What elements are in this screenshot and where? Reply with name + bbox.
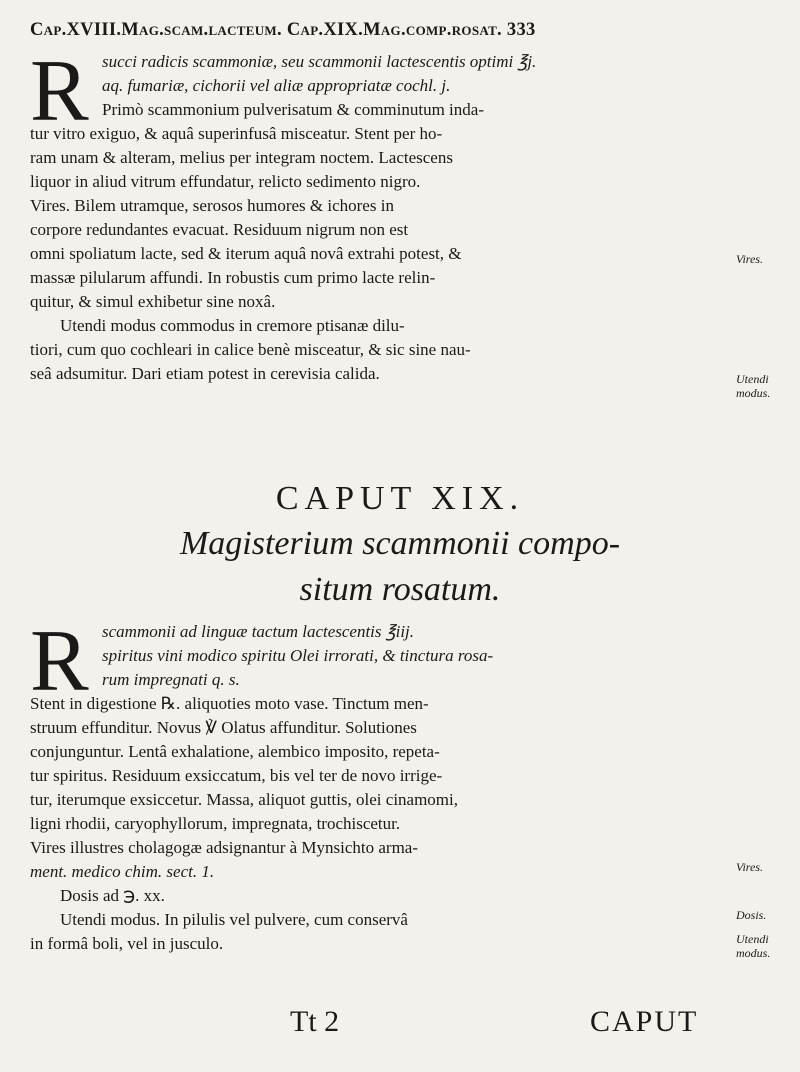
text-line: ram unam & alteram, melius per integram noctem. Lactescens bbox=[30, 148, 453, 167]
text-line: conjunguntur. Lentâ exhalatione, alembico imposito, repeta- bbox=[30, 742, 440, 761]
text-line: Primò scammonium pulverisatum & comminutum inda- bbox=[102, 100, 484, 119]
text-line: scammonii ad linguæ tactum lactescentis ℥iij. bbox=[102, 622, 415, 641]
text-line: Stent in digestione ℞. aliquoties moto vase. Tinctum men- bbox=[30, 694, 429, 713]
running-head: Cap.XVIII.Mag.scam.lacteum. Cap.XIX.Mag.comp.rosat. 333 bbox=[30, 20, 536, 40]
text-line: succi radicis scammoniæ, seu scammonii lactescentis optimi ℥j. bbox=[102, 52, 537, 71]
text-line: massæ pilularum affundi. In robustis cum primo lacte relin- bbox=[30, 268, 436, 287]
text-line: spiritus vini modico spiritu Olei irrorati, & tinctura rosa- bbox=[102, 646, 494, 665]
margin-note-utendi: Utendi modus. bbox=[736, 372, 771, 400]
text-line: omni spoliatum lacte, sed & iterum aquâ novâ extrahi potest, & bbox=[30, 244, 462, 263]
text-line: seâ adsumitur. Dari etiam potest in cerevisia calida. bbox=[30, 364, 380, 383]
text-line: tur vitro exiguo, & aquâ superinfusâ misceatur. Stent per ho- bbox=[30, 124, 443, 143]
text-line: Utendi modus commodus in cremore ptisanæ dilu- bbox=[60, 316, 405, 335]
chapter-title-line-1: Magisterium scammonii compo- bbox=[179, 525, 621, 562]
paragraph-magisterium-rosatum bbox=[30, 613, 730, 956]
chapter-heading: CAPUT XIX. bbox=[275, 480, 525, 517]
margin-note-utendi: Utendi modus. bbox=[736, 932, 771, 960]
text-line: quitur, & simul exhibetur sine noxâ. bbox=[30, 292, 276, 311]
margin-note-dosis: Dosis. bbox=[736, 908, 767, 922]
text-line: tur spiritus. Residuum exsiccatum, bis vel ter de novo irrige- bbox=[30, 766, 443, 785]
text-line: struum effunditur. Novus ℣ Olatus affunditur. Solutiones bbox=[30, 718, 417, 737]
text-line: aq. fumariæ, cichorii vel aliæ appropriatæ cochl. j. bbox=[102, 76, 451, 95]
text-line: ligni rhodii, caryophyllorum, impregnata, trochiscetur. bbox=[30, 814, 401, 833]
chapter-title-line-2: situm rosatum. bbox=[299, 571, 501, 608]
text-line: ment. medico chim. sect. 1. bbox=[30, 862, 215, 881]
text-line: Utendi modus. In pilulis vel pulvere, cum conservâ bbox=[60, 910, 408, 929]
signature-mark: Tt 2 bbox=[290, 1005, 340, 1038]
paragraph-magisterium-lacteum bbox=[30, 43, 730, 386]
drop-cap-r: R bbox=[30, 613, 89, 710]
text-line: Vires. Bilem utramque, serosos humores & ichores in bbox=[30, 196, 394, 215]
text-line: tur, iterumque exsiccetur. Massa, aliquot guttis, olei cinamomi, bbox=[30, 790, 459, 809]
text-line: corpore redundantes evacuat. Residuum nigrum non est bbox=[30, 220, 409, 239]
text-line: Vires illustres cholagogæ adsignantur à Mynsichto arma- bbox=[30, 838, 419, 857]
text-line: Dosis ad ℈. xx. bbox=[60, 886, 165, 905]
margin-note-vires: Vires. bbox=[736, 252, 763, 266]
text-line: liquor in aliud vitrum effundatur, relicto sedimento nigro. bbox=[30, 172, 421, 191]
text-line: in formâ boli, vel in jusculo. bbox=[30, 934, 224, 953]
catchword: CAPUT bbox=[590, 1005, 699, 1038]
margin-note-vires: Vires. bbox=[736, 860, 763, 874]
text-line: rum impregnati q. s. bbox=[102, 670, 240, 689]
drop-cap-r: R bbox=[30, 43, 89, 140]
text-line: tiori, cum quo cochleari in calice benè misceatur, & sic sine nau- bbox=[30, 340, 471, 359]
